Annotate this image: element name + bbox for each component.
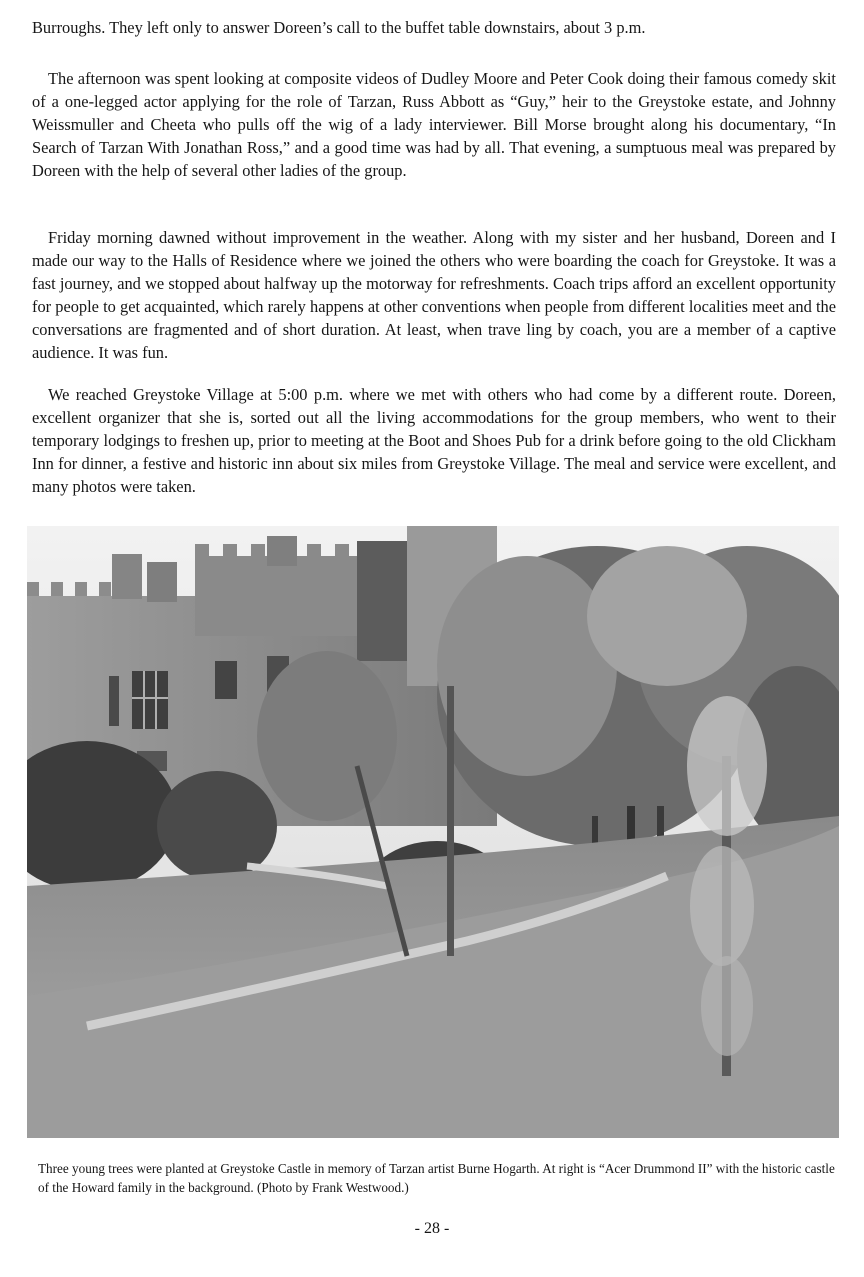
page-number: - 28 -: [414, 1220, 450, 1237]
paragraph-greystoke-arrival: We reached Greystoke Village at 5:00 p.m. where we met with others who had come by a different route. Doreen, excellent organizer that she is, sorted out all the living accommodations for the group members, who went to their temporary lodgings to freshen up, prior to meeting at the Boot and Shoes Pub for a drink before going to the old Clickham Inn for dinner, a festive and historic inn about six miles from Greystoke Village. The meal and service were excellent, and many photos were taken.: [32, 385, 836, 496]
paragraph-continuation: Burroughs. They left only to answer Doreen’s call to the buffet table downstairs, about 3 p.m.: [32, 18, 646, 37]
castle-photo: [27, 526, 839, 1138]
paragraph-friday-morning: Friday morning dawned without improvement in the weather. Along with my sister and her husband, Doreen and I made our way to the Halls of Residence where we joined the others who were boarding the coach for Greystoke. It was a fast journey, and we stopped about halfway up the motorway for refreshments. Coach trips afford an excellent opportunity for people to get acquainted, which rarely happens at other conventions when people from different localities meet and the conversations are fragmented and of short duration. At least, when trave ling by coach, you are a member of a captive audience. It was fun.: [32, 228, 836, 362]
paragraph-afternoon: The afternoon was spent looking at composite videos of Dudley Moore and Peter Cook doing their famous comedy skit of a one-legged actor applying for the role of Tarzan, Russ Abbott as “Guy,” heir to the Greystoke estate, and Johnny Weissmuller and Cheeta who pulls off the wig of a lady interviewer. Bill Morse brought along his documentary, “In Search of Tarzan With Jonathan Ross,” and a good time was had by all. That evening, a sumptuous meal was prepared by Doreen with the help of several other ladies of the group.: [32, 69, 836, 180]
photo-caption: Three young trees were planted at Greystoke Castle in memory of Tarzan artist Burne Hogarth. At right is “Acer Drummond II” with the historic castle of the Howard family in the background. (Photo by Frank Westwood.): [38, 1161, 835, 1195]
